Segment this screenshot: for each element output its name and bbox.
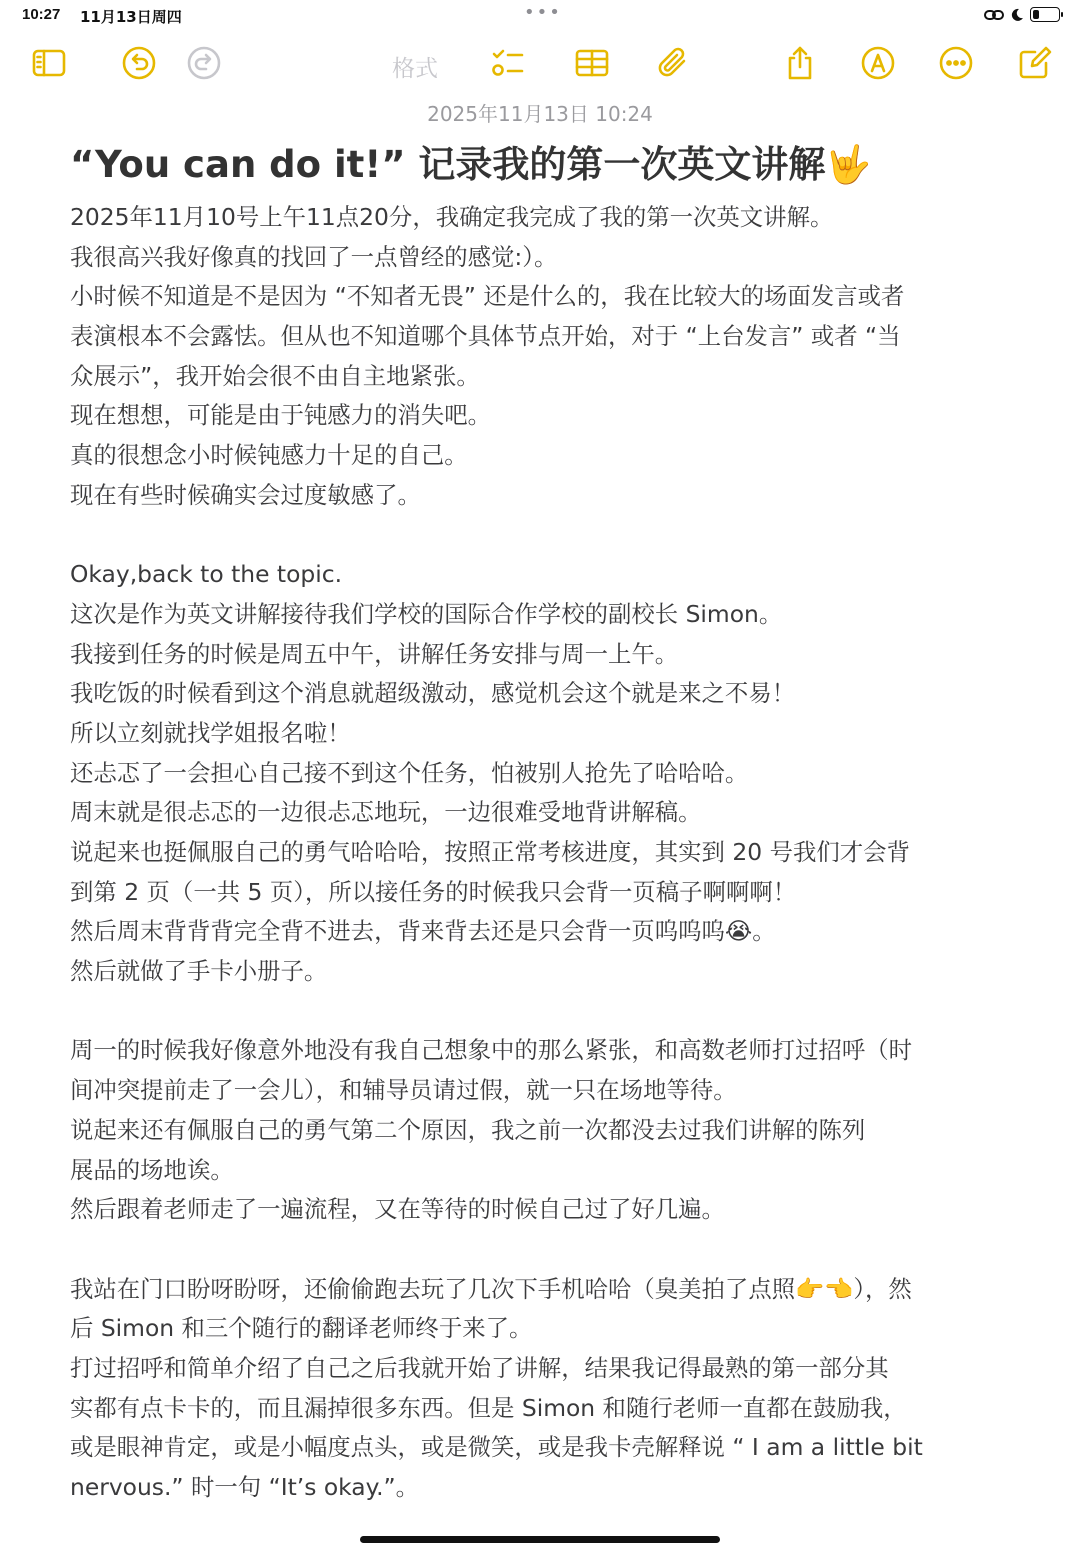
note-line: Okay,back to the topic. <box>70 560 343 589</box>
note-line: 所以立刻就找学姐报名啦！ <box>70 718 351 747</box>
undo-button[interactable] <box>116 40 162 86</box>
note-line: 打过招呼和简单介绍了自己之后我就开始了讲解，结果我记得最熟的第一部分其 <box>70 1353 889 1382</box>
note-line: 然后就做了手卡小册子。 <box>70 957 328 986</box>
note-line: 我吃饭的时候看到这个消息就超级激动，感觉机会这个就是来之不易！ <box>70 679 796 708</box>
attachment-button[interactable] <box>650 40 696 86</box>
markup-icon <box>859 44 897 82</box>
compose-icon <box>1016 44 1054 82</box>
note-line: 或是眼神肯定，或是小幅度点头，或是微笑，或是我卡壳解释说 “ I am a little bit <box>70 1433 923 1462</box>
note-line: 说起来也挺佩服自己的勇气哈哈哈，按照正常考核进度，其实到 20 号我们才会背 <box>70 838 910 866</box>
new-note-button[interactable] <box>1012 40 1058 86</box>
sidebar-toggle-button[interactable] <box>26 40 72 86</box>
note-line: 然后跟着老师走了一遍流程，又在等待的时候自己过了好几遍。 <box>70 1195 725 1224</box>
checklist-icon <box>488 44 526 82</box>
status-bar <box>0 0 1080 34</box>
share-icon <box>781 44 819 82</box>
note-line: 还忐忑了一会担心自己接不到这个任务，怕被别人抢先了哈哈哈。 <box>70 758 749 787</box>
note-line: 间冲突提前走了一会儿），和辅导员请过假，就一只在场地等待。 <box>70 1076 737 1105</box>
note-timestamp: 2025年11月13日 10:24 <box>427 102 653 126</box>
note-line: 实都有点卡卡的，而且漏掉很多东西。但是 Simon 和随行老师一直都在鼓励我， <box>70 1393 907 1422</box>
note-line: 2025年11月10号上午11点20分，我确定我完成了我的第一次英文讲解。 <box>70 203 834 231</box>
attachment-icon <box>654 44 692 82</box>
note-line: 周一的时候我好像意外地没有我自己想象中的那么紧张，和高数老师打过招呼（时 <box>70 1036 913 1065</box>
more-options-button[interactable] <box>933 40 979 86</box>
note-line: 我站在门口盼呀盼呀，还偷偷跑去玩了几次下手机哈哈（臭美拍了点照👉👈），然 <box>70 1274 912 1303</box>
markup-button[interactable] <box>855 40 901 86</box>
note-line: 展品的场地诶。 <box>70 1155 234 1184</box>
more-icon <box>937 44 975 82</box>
battery-icon <box>1030 7 1060 22</box>
format-button[interactable]: 格式 <box>392 56 438 82</box>
note-line: 然后周末背背背完全背不进去，背来背去还是只会背一页呜呜呜😭。 <box>70 917 776 946</box>
note-body[interactable] <box>70 198 1030 1508</box>
note-blank-line <box>70 516 1030 556</box>
share-button[interactable] <box>777 40 823 86</box>
note-title[interactable]: “You can do it!” 记录我的第一次英文讲解🤟 <box>70 143 872 186</box>
note-line: 众展示”，我开始会很不由自主地紧张。 <box>70 361 480 390</box>
note-line: 这次是作为英文讲解接待我们学校的国际合作学校的副校长 Simon。 <box>70 599 783 628</box>
note-blank-line <box>70 1230 1030 1270</box>
note-line: 表演根本不会露怯。但从也不知道哪个具体节点开始，对于 “上台发言” 或者 “当 <box>70 322 901 351</box>
redo-icon <box>185 44 223 82</box>
table-button[interactable] <box>569 40 615 86</box>
link-icon <box>984 8 1004 22</box>
battery-level <box>1033 10 1039 19</box>
note-line: 小时候不知道是不是因为 “不知者无畏” 还是什么的，我在比较大的场面发言或者 <box>70 282 905 311</box>
moon-icon <box>1010 8 1024 22</box>
undo-icon <box>120 44 158 82</box>
note-line: 说起来还有佩服自己的勇气第二个原因，我之前一次都没去过我们讲解的陈列 <box>70 1115 866 1144</box>
home-indicator[interactable] <box>360 1536 720 1543</box>
note-line: 周末就是很忐忑的一边很忐忑地玩，一边很难受地背讲解稿。 <box>70 798 702 827</box>
checklist-button[interactable] <box>484 40 530 86</box>
multitasking-dots-icon[interactable]: ••• <box>524 2 562 23</box>
notes-toolbar <box>0 40 1080 90</box>
note-line: 到第 2 页（一共 5 页），所以接任务的时候我只会背一页稿子啊啊啊！ <box>70 877 797 906</box>
note-line: 我接到任务的时候是周五中午，讲解任务安排与周一上午。 <box>70 639 679 668</box>
note-line: 我很高兴我好像真的找回了一点曾经的感觉:）。 <box>70 242 558 271</box>
note-line: nervous.” 时一句 “It’s okay.”。 <box>70 1473 420 1501</box>
sidebar-icon <box>30 44 68 82</box>
note-line: 后 Simon 和三个随行的翻译老师终于来了。 <box>70 1314 533 1343</box>
status-time: 10:27 <box>22 6 61 23</box>
status-indicators <box>984 7 1060 22</box>
table-icon <box>573 44 611 82</box>
status-date: 11月13日周四 <box>80 8 182 26</box>
redo-button[interactable] <box>181 40 227 86</box>
note-blank-line <box>70 992 1030 1032</box>
note-line: 现在有些时候确实会过度敏感了。 <box>70 480 421 509</box>
note-line: 现在想想，可能是由于钝感力的消失吧。 <box>70 401 492 430</box>
note-line: 真的很想念小时候钝感力十足的自己。 <box>70 441 468 470</box>
